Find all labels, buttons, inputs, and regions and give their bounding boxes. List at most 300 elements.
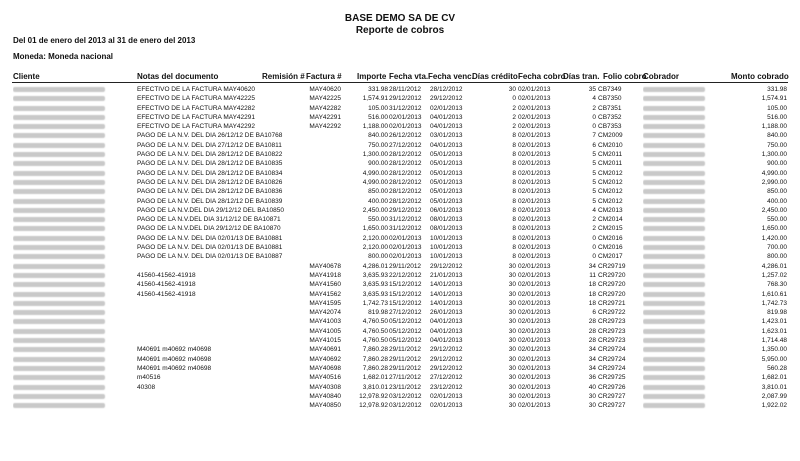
cell-dias-tran: 5 bbox=[592, 188, 596, 196]
cell-notas: 41560-41562-41918 bbox=[137, 290, 196, 298]
cell-fecha-vta: 05/12/2012 bbox=[389, 337, 422, 345]
cell-dias-credito: 8 bbox=[512, 188, 516, 196]
cell-factura: MAY41560 bbox=[309, 281, 341, 289]
cell-fecha-venc: 29/12/2012 bbox=[430, 262, 463, 270]
cell-fecha-venc: 29/12/2012 bbox=[430, 364, 463, 372]
cell-fecha-cobro: 02/01/2013 bbox=[518, 160, 551, 168]
cell-importe: 4,760.50 bbox=[362, 337, 388, 345]
cell-fecha-vta: 03/12/2012 bbox=[389, 392, 422, 400]
cell-fecha-venc: 04/01/2013 bbox=[430, 141, 463, 149]
cell-folio-cobro: CR29719 bbox=[598, 262, 626, 270]
cell-fecha-vta: 22/12/2012 bbox=[389, 271, 422, 279]
cell-dias-tran: 30 bbox=[588, 402, 596, 410]
cell-importe: 1,188.00 bbox=[362, 123, 388, 131]
cell-dias-credito: 30 bbox=[508, 262, 516, 270]
cell-importe: 4,990.00 bbox=[362, 169, 388, 177]
cell-folio-cobro: CR29722 bbox=[598, 309, 626, 317]
cell-folio-cobro: CB7349 bbox=[598, 86, 622, 93]
cell-fecha-vta: 28/12/2012 bbox=[389, 160, 422, 168]
cell-fecha-vta: 29/11/2012 bbox=[389, 262, 422, 270]
cell-folio-cobro: CM2012 bbox=[598, 188, 623, 196]
cell-dias-tran: 34 bbox=[588, 346, 596, 354]
cell-dias-tran: 5 bbox=[592, 178, 596, 186]
cell-dias-tran: 4 bbox=[592, 206, 596, 214]
cell-monto: 2,087.99 bbox=[761, 392, 787, 400]
cell-fecha-venc: 05/01/2013 bbox=[430, 197, 463, 205]
cell-fecha-vta: 29/12/2012 bbox=[389, 206, 422, 214]
cell-fecha-cobro: 02/01/2013 bbox=[518, 346, 551, 354]
cell-fecha-vta: 23/11/2012 bbox=[389, 383, 422, 391]
cell-factura: MAY40850 bbox=[309, 402, 341, 410]
cell-importe: 840.00 bbox=[368, 132, 388, 140]
table-row bbox=[0, 104, 800, 113]
cell-notas: M40691 m40692 m40698 bbox=[137, 346, 212, 354]
cell-fecha-cobro: 02/01/2013 bbox=[518, 271, 551, 279]
cell-importe: 550.00 bbox=[368, 216, 388, 224]
table-row bbox=[0, 364, 800, 373]
cell-dias-tran: 0 bbox=[592, 234, 596, 242]
cell-fecha-venc: 27/12/2012 bbox=[430, 374, 463, 382]
cell-dias-tran: 28 bbox=[588, 337, 596, 345]
cell-fecha-vta: 27/12/2012 bbox=[389, 141, 422, 149]
col-header-cliente: Cliente bbox=[13, 72, 40, 81]
cell-dias-credito: 2 bbox=[512, 113, 516, 121]
col-header-monto: Monto cobrado bbox=[731, 72, 789, 81]
cell-fecha-venc: 10/01/2013 bbox=[430, 253, 463, 261]
table-row bbox=[0, 392, 800, 401]
cell-fecha-cobro: 02/01/2013 bbox=[518, 151, 551, 159]
col-header-fecha-cobro: Fecha cobro bbox=[518, 72, 566, 81]
cell-folio-cobro: CR29723 bbox=[598, 327, 626, 335]
cell-dias-tran: 36 bbox=[588, 374, 596, 382]
cell-notas: PAGO DE LA N.V.DEL DIA 29/12/12 DE BA10870 bbox=[137, 225, 281, 233]
report-title: Reporte de cobros bbox=[355, 25, 445, 36]
cell-importe: 2,450.00 bbox=[362, 206, 388, 214]
cell-monto: 900.00 bbox=[767, 160, 787, 168]
cell-notas: 41560-41562-41918 bbox=[137, 271, 196, 279]
cell-dias-tran: 18 bbox=[588, 290, 596, 298]
cell-fecha-cobro: 02/01/2013 bbox=[518, 290, 551, 298]
table-row bbox=[0, 224, 800, 233]
cell-folio-cobro: CB7351 bbox=[598, 104, 622, 112]
table-row bbox=[0, 141, 800, 150]
cell-importe: 12,978.92 bbox=[359, 402, 388, 410]
cell-factura: MAY40691 bbox=[309, 346, 341, 354]
cell-notas: PAGO DE LA N.V. DEL DIA 28/12/12 DE BA10839 bbox=[137, 197, 283, 205]
cell-dias-credito: 2 bbox=[512, 123, 516, 131]
cell-importe: 4,286.01 bbox=[362, 262, 388, 270]
cell-fecha-vta: 26/12/2012 bbox=[389, 132, 422, 140]
cell-factura: MAY41595 bbox=[309, 299, 341, 307]
cell-notas: m40516 bbox=[137, 374, 161, 382]
cell-dias-credito: 8 bbox=[512, 216, 516, 224]
cell-fecha-vta: 03/12/2012 bbox=[389, 402, 422, 410]
cell-fecha-cobro: 02/01/2013 bbox=[518, 374, 551, 382]
cell-fecha-cobro: 02/01/2013 bbox=[518, 197, 551, 205]
cell-fecha-venc: 29/12/2012 bbox=[430, 95, 463, 103]
cell-fecha-vta: 02/01/2013 bbox=[389, 253, 422, 261]
cell-folio-cobro: CR29725 bbox=[598, 374, 626, 382]
cell-folio-cobro: CM2014 bbox=[598, 216, 623, 224]
cell-dias-tran: 5 bbox=[592, 169, 596, 177]
cell-folio-cobro: CR29724 bbox=[598, 355, 626, 363]
cell-fecha-venc: 06/01/2013 bbox=[430, 206, 463, 214]
cell-monto: 768.30 bbox=[767, 281, 787, 289]
cell-monto: 850.00 bbox=[767, 188, 787, 196]
cell-monto: 1,714.48 bbox=[761, 337, 787, 345]
cell-factura: MAY42225 bbox=[309, 95, 341, 103]
cell-fecha-vta: 31/12/2012 bbox=[389, 225, 422, 233]
cell-notas: 41560-41562-41918 bbox=[137, 281, 196, 289]
cell-fecha-vta: 15/12/2012 bbox=[389, 299, 422, 307]
cell-factura: MAY41918 bbox=[309, 271, 341, 279]
table-row bbox=[0, 383, 800, 392]
cell-fecha-cobro: 02/01/2013 bbox=[518, 383, 551, 391]
cell-monto: 2,990.00 bbox=[761, 178, 787, 186]
cell-notas: M40691 m40692 m40698 bbox=[137, 355, 212, 363]
cell-fecha-vta: 05/12/2012 bbox=[389, 327, 422, 335]
cell-fecha-cobro: 02/01/2013 bbox=[518, 392, 551, 400]
cell-folio-cobro: CM2009 bbox=[598, 132, 623, 140]
cell-fecha-cobro: 02/01/2013 bbox=[518, 327, 551, 335]
cell-fecha-cobro: 02/01/2013 bbox=[518, 188, 551, 196]
table-row bbox=[0, 159, 800, 168]
cell-folio-cobro: CB7353 bbox=[598, 123, 622, 131]
cell-importe: 7,860.28 bbox=[362, 346, 388, 354]
cell-dias-credito: 30 bbox=[508, 364, 516, 372]
cell-dias-tran: 18 bbox=[588, 299, 596, 307]
cell-folio-cobro: CM2015 bbox=[598, 225, 623, 233]
cell-notas: PAGO DE LA N.V. DEL DIA 27/12/12 DE BA10811 bbox=[137, 141, 282, 149]
cell-dias-credito: 2 bbox=[512, 104, 516, 112]
cell-dias-credito: 8 bbox=[512, 244, 516, 252]
cell-fecha-vta: 29/11/2012 bbox=[389, 355, 422, 363]
cell-importe: 7,860.28 bbox=[362, 355, 388, 363]
cell-folio-cobro: CR29727 bbox=[598, 402, 626, 410]
cell-fecha-venc: 23/12/2012 bbox=[430, 383, 463, 391]
cell-importe: 1,650.00 bbox=[362, 225, 388, 233]
cell-monto: 1,188.00 bbox=[761, 123, 787, 131]
cell-monto: 1,350.00 bbox=[761, 346, 787, 354]
cell-dias-tran: 34 bbox=[588, 262, 596, 270]
cell-fecha-venc: 08/01/2013 bbox=[430, 216, 463, 224]
cell-importe: 1,682.01 bbox=[362, 374, 388, 382]
cell-importe: 2,120.00 bbox=[362, 244, 388, 252]
cell-dias-credito: 8 bbox=[512, 132, 516, 140]
cell-fecha-cobro: 02/01/2013 bbox=[518, 253, 551, 261]
cell-folio-cobro: CM2011 bbox=[598, 160, 623, 168]
cell-dias-tran: 0 bbox=[592, 113, 596, 121]
cell-importe: 3,635.93 bbox=[362, 290, 388, 298]
cell-folio-cobro: CR29720 bbox=[598, 281, 626, 289]
cell-dias-tran: 0 bbox=[592, 253, 596, 261]
cell-folio-cobro: CR29726 bbox=[598, 383, 626, 391]
cell-dias-credito: 0 bbox=[512, 95, 516, 103]
col-header-remision: Remisión # bbox=[262, 72, 305, 81]
cell-dias-credito: 8 bbox=[512, 169, 516, 177]
cell-fecha-vta: 28/12/2012 bbox=[389, 197, 422, 205]
cell-fecha-cobro: 02/01/2013 bbox=[518, 225, 551, 233]
table-row bbox=[0, 94, 800, 103]
cell-dias-tran: 6 bbox=[592, 141, 596, 149]
cell-fecha-cobro: 02/01/2013 bbox=[518, 262, 551, 270]
table-row bbox=[0, 178, 800, 187]
cell-folio-cobro: CR29720 bbox=[598, 290, 626, 298]
cell-notas: EFECTIVO DE LA FACTURA MAY42291 bbox=[137, 113, 256, 121]
cell-dias-credito: 30 bbox=[508, 271, 516, 279]
table-row bbox=[0, 85, 800, 94]
cell-monto: 516.00 bbox=[767, 113, 787, 121]
cell-fecha-venc: 10/01/2013 bbox=[430, 234, 463, 242]
cell-factura: MAY40308 bbox=[309, 383, 341, 391]
cell-fecha-vta: 28/12/2012 bbox=[389, 188, 422, 196]
cell-fecha-cobro: 02/01/2013 bbox=[518, 318, 551, 326]
cell-fecha-cobro: 02/01/2013 bbox=[518, 337, 551, 345]
cell-monto: 550.00 bbox=[767, 216, 787, 224]
cell-dias-tran: 6 bbox=[592, 309, 596, 317]
table-row bbox=[0, 317, 800, 326]
cell-dias-credito: 8 bbox=[512, 151, 516, 159]
cell-notas: PAGO DE LA N.V. DEL DIA 02/01/13 DE BA10881 bbox=[137, 234, 283, 242]
cell-factura: MAY40620 bbox=[309, 86, 341, 93]
cell-importe: 819.98 bbox=[368, 309, 388, 317]
cell-dias-credito: 30 bbox=[508, 337, 516, 345]
cell-factura: MAY40840 bbox=[309, 392, 341, 400]
cell-factura: MAY41003 bbox=[309, 318, 341, 326]
table-row bbox=[0, 113, 800, 122]
cell-monto: 1,300.00 bbox=[761, 151, 787, 159]
cell-monto: 800.00 bbox=[767, 253, 787, 261]
cell-importe: 4,760.50 bbox=[362, 327, 388, 335]
company-name: BASE DEMO SA DE CV bbox=[344, 13, 456, 24]
cell-dias-tran: 5 bbox=[592, 160, 596, 168]
cell-fecha-vta: 28/12/2012 bbox=[389, 169, 422, 177]
cell-importe: 105.00 bbox=[368, 104, 388, 112]
cell-fecha-venc: 05/01/2013 bbox=[430, 160, 463, 168]
cell-fecha-cobro: 02/01/2013 bbox=[518, 206, 551, 214]
cell-fecha-venc: 02/01/2013 bbox=[430, 402, 463, 410]
cell-notas: EFECTIVO DE LA FACTURA MAY40620 bbox=[137, 86, 256, 93]
cell-monto: 840.00 bbox=[767, 132, 787, 140]
cell-monto: 1,623.01 bbox=[761, 327, 787, 335]
cell-dias-credito: 30 bbox=[508, 281, 516, 289]
cell-dias-tran: 28 bbox=[588, 318, 596, 326]
cell-fecha-cobro: 02/01/2013 bbox=[518, 309, 551, 317]
cobros-table-body bbox=[0, 85, 800, 410]
cell-fecha-vta: 28/12/2012 bbox=[389, 178, 422, 186]
report-period: Del 01 de enero del 2013 al 31 de enero del 2013 bbox=[13, 36, 196, 45]
table-row bbox=[0, 122, 800, 131]
cell-fecha-vta: 05/12/2012 bbox=[389, 318, 422, 326]
table-row bbox=[0, 215, 800, 224]
cell-fecha-cobro: 02/01/2013 bbox=[518, 178, 551, 186]
cell-fecha-cobro: 02/01/2013 bbox=[518, 402, 551, 410]
cell-dias-tran: 40 bbox=[588, 383, 596, 391]
cell-importe: 900.00 bbox=[368, 160, 388, 168]
cell-fecha-venc: 02/01/2013 bbox=[430, 392, 463, 400]
cell-notas: PAGO DE LA N.V. DEL DIA 02/01/13 DE BA10881 bbox=[137, 244, 283, 252]
cell-dias-tran: 0 bbox=[592, 123, 596, 131]
col-header-fecha-vta: Fecha vta. bbox=[389, 72, 429, 81]
cell-fecha-venc: 04/01/2013 bbox=[430, 318, 463, 326]
cell-fecha-cobro: 02/01/2013 bbox=[518, 86, 551, 93]
cell-importe: 12,978.92 bbox=[359, 392, 388, 400]
table-row bbox=[0, 252, 800, 261]
cell-fecha-cobro: 02/01/2013 bbox=[518, 364, 551, 372]
cell-dias-tran: 7 bbox=[592, 132, 596, 140]
cell-importe: 4,990.00 bbox=[362, 178, 388, 186]
col-header-dias-tran: Días tran. bbox=[563, 72, 600, 81]
cell-folio-cobro: CR29724 bbox=[598, 346, 626, 354]
cell-folio-cobro: CM2010 bbox=[598, 141, 623, 149]
cell-dias-credito: 8 bbox=[512, 206, 516, 214]
cell-importe: 7,860.28 bbox=[362, 364, 388, 372]
cell-dias-credito: 8 bbox=[512, 234, 516, 242]
cell-monto: 4,990.00 bbox=[761, 169, 787, 177]
table-row bbox=[0, 206, 800, 215]
cell-importe: 3,635.93 bbox=[362, 271, 388, 279]
cell-notas: 40308 bbox=[137, 383, 156, 391]
cell-notas: EFECTIVO DE LA FACTURA MAY42292 bbox=[137, 123, 256, 131]
cell-fecha-vta: 27/12/2012 bbox=[389, 309, 422, 317]
cell-notas: PAGO DE LA N.V.DEL DIA 31/12/12 DE BA10871 bbox=[137, 216, 281, 224]
cell-fecha-venc: 05/01/2013 bbox=[430, 151, 463, 159]
cell-fecha-venc: 14/01/2013 bbox=[430, 281, 463, 289]
cell-cobrador-redacted bbox=[643, 401, 718, 411]
cell-monto: 4,286.01 bbox=[761, 262, 787, 270]
cell-dias-credito: 30 bbox=[508, 290, 516, 298]
cell-importe: 516.00 bbox=[368, 113, 388, 121]
cell-importe: 2,120.00 bbox=[362, 234, 388, 242]
table-row bbox=[0, 197, 800, 206]
cell-monto: 1,610.61 bbox=[761, 290, 787, 298]
cell-fecha-venc: 29/12/2012 bbox=[430, 355, 463, 363]
cell-notas: PAGO DE LA N.V. DEL DIA 02/01/13 DE BA10887 bbox=[137, 253, 283, 261]
cell-dias-tran: 4 bbox=[592, 95, 596, 103]
cell-factura: MAY42291 bbox=[309, 113, 341, 121]
cell-dias-credito: 8 bbox=[512, 197, 516, 205]
cell-dias-credito: 30 bbox=[508, 299, 516, 307]
cell-folio-cobro: CR29723 bbox=[598, 337, 626, 345]
cell-importe: 1,742.73 bbox=[362, 299, 388, 307]
cell-folio-cobro: CM2012 bbox=[598, 169, 623, 177]
cell-dias-credito: 30 bbox=[508, 392, 516, 400]
cell-monto: 1,742.73 bbox=[761, 299, 787, 307]
cell-importe: 3,635.93 bbox=[362, 281, 388, 289]
cell-fecha-cobro: 02/01/2013 bbox=[518, 132, 551, 140]
cell-cliente-redacted bbox=[13, 401, 133, 411]
table-row bbox=[0, 169, 800, 178]
cell-dias-credito: 30 bbox=[508, 402, 516, 410]
cell-importe: 750.00 bbox=[368, 141, 388, 149]
cell-fecha-cobro: 02/01/2013 bbox=[518, 123, 551, 131]
col-header-importe: Importe bbox=[357, 72, 387, 81]
table-row bbox=[0, 299, 800, 308]
cell-dias-tran: 5 bbox=[592, 151, 596, 159]
col-header-cobrador: Cobrador bbox=[643, 72, 679, 81]
cell-fecha-venc: 28/12/2012 bbox=[430, 86, 463, 93]
cell-importe: 1,300.00 bbox=[362, 151, 388, 159]
cell-monto: 3,810.01 bbox=[761, 383, 787, 391]
cell-notas: PAGO DE LA N.V. DEL DIA 28/12/12 DE BA10826 bbox=[137, 178, 283, 186]
cell-fecha-venc: 04/01/2013 bbox=[430, 337, 463, 345]
cell-importe: 331.98 bbox=[368, 86, 388, 93]
cell-notas: PAGO DE LA N.V. DEL DIA 28/12/12 DE BA10822 bbox=[137, 151, 283, 159]
cell-folio-cobro: CM2013 bbox=[598, 206, 623, 214]
col-header-folio-cobro: Folio cobro bbox=[603, 72, 647, 81]
cell-monto: 105.00 bbox=[767, 104, 787, 112]
cell-folio-cobro: CR29724 bbox=[598, 364, 626, 372]
cell-fecha-venc: 21/01/2013 bbox=[430, 271, 463, 279]
cell-notas: M40691 m40692 m40698 bbox=[137, 364, 212, 372]
cell-dias-tran: 2 bbox=[592, 225, 596, 233]
cell-fecha-cobro: 02/01/2013 bbox=[518, 244, 551, 252]
cell-fecha-cobro: 02/01/2013 bbox=[518, 216, 551, 224]
cell-dias-credito: 8 bbox=[512, 253, 516, 261]
cell-factura: MAY40692 bbox=[309, 355, 341, 363]
cell-importe: 1,574.91 bbox=[362, 95, 388, 103]
cell-fecha-vta: 31/12/2012 bbox=[389, 216, 422, 224]
cell-fecha-vta: 29/11/2012 bbox=[389, 346, 422, 354]
cell-fecha-vta: 27/11/2012 bbox=[389, 374, 422, 382]
cell-fecha-cobro: 02/01/2013 bbox=[518, 104, 551, 112]
cell-monto: 5,950.00 bbox=[761, 355, 787, 363]
cell-monto: 1,922.02 bbox=[761, 402, 787, 410]
cell-notas: PAGO DE LA N.V.DEL DIA 29/12/12 DEL BA10850 bbox=[137, 206, 284, 214]
cell-fecha-vta: 15/12/2012 bbox=[389, 290, 422, 298]
cell-fecha-vta: 31/12/2012 bbox=[389, 104, 422, 112]
cell-factura: MAY40698 bbox=[309, 364, 341, 372]
cell-fecha-cobro: 02/01/2013 bbox=[518, 169, 551, 177]
cell-fecha-venc: 04/01/2013 bbox=[430, 113, 463, 121]
cell-factura: MAY41562 bbox=[309, 290, 341, 298]
cell-monto: 560.28 bbox=[767, 364, 787, 372]
cell-dias-credito: 30 bbox=[508, 86, 516, 93]
cell-dias-credito: 30 bbox=[508, 318, 516, 326]
cell-importe: 400.00 bbox=[368, 197, 388, 205]
cell-fecha-cobro: 02/01/2013 bbox=[518, 281, 551, 289]
cell-folio-cobro: CM2016 bbox=[598, 244, 623, 252]
cell-monto: 400.00 bbox=[767, 197, 787, 205]
cell-importe: 850.00 bbox=[368, 188, 388, 196]
header-divider bbox=[12, 82, 788, 83]
cell-folio-cobro: CM2017 bbox=[598, 253, 623, 261]
cell-dias-tran: 18 bbox=[588, 281, 596, 289]
cell-fecha-vta: 29/12/2012 bbox=[389, 95, 422, 103]
cell-fecha-cobro: 02/01/2013 bbox=[518, 95, 551, 103]
cell-factura: MAY41005 bbox=[309, 327, 341, 335]
cell-fecha-vta: 29/11/2012 bbox=[389, 364, 422, 372]
table-row bbox=[0, 262, 800, 271]
cell-fecha-venc: 08/01/2013 bbox=[430, 225, 463, 233]
cell-fecha-venc: 05/01/2013 bbox=[430, 178, 463, 186]
cell-fecha-cobro: 02/01/2013 bbox=[518, 299, 551, 307]
cell-notas: PAGO DE LA N.V. DEL DIA 28/12/12 DE BA10835 bbox=[137, 160, 283, 168]
cell-fecha-vta: 28/12/2012 bbox=[389, 151, 422, 159]
cell-dias-credito: 30 bbox=[508, 346, 516, 354]
table-row bbox=[0, 373, 800, 382]
table-row bbox=[0, 234, 800, 243]
col-header-notas: Notas del documento bbox=[137, 72, 219, 81]
cell-fecha-venc: 10/01/2013 bbox=[430, 244, 463, 252]
cell-monto: 1,420.00 bbox=[761, 234, 787, 242]
cell-fecha-vta: 02/01/2013 bbox=[389, 113, 422, 121]
cell-folio-cobro: CM2016 bbox=[598, 234, 623, 242]
cell-fecha-venc: 05/01/2013 bbox=[430, 169, 463, 177]
cell-dias-credito: 8 bbox=[512, 160, 516, 168]
cell-fecha-venc: 04/01/2013 bbox=[430, 123, 463, 131]
cell-fecha-venc: 03/01/2013 bbox=[430, 132, 463, 140]
